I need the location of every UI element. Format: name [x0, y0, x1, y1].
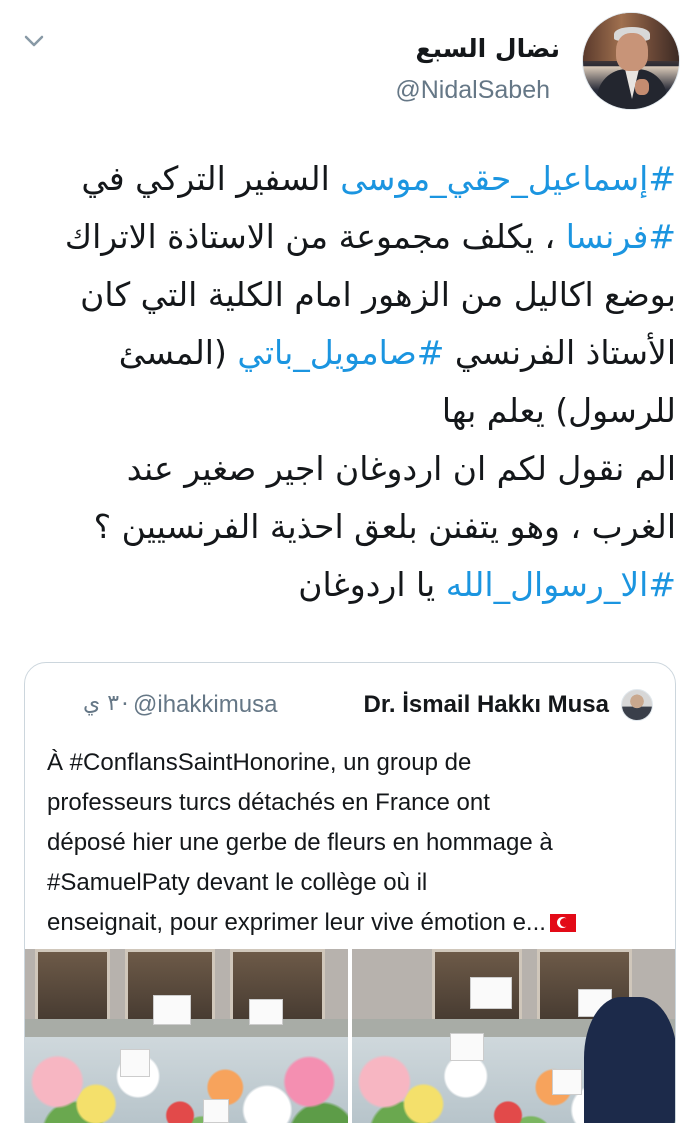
chevron-down-icon[interactable] — [24, 34, 44, 48]
tweet-text-segment: الم نقول لكم ان اردوغان اجير صغير عند — [126, 449, 676, 488]
tweet-text-line — [24, 208, 676, 266]
turkey-flag-icon — [550, 914, 576, 932]
media-photo-1[interactable] — [25, 949, 348, 1123]
quoted-tweet-media[interactable] — [25, 949, 676, 1123]
tweet-text-segment: الغرب ، وهو يتفنن بلعق احذية الفرنسيين ؟ — [93, 507, 676, 546]
author-avatar[interactable] — [582, 12, 680, 110]
quoted-text-line: professeurs turcs détachés en France ont — [47, 789, 490, 816]
quoted-author-handle[interactable]: @ihakkimusa — [133, 691, 278, 718]
quoted-text-line: enseignait, pour exprimer leur vive émotion e... — [47, 903, 667, 943]
tweet-text-line — [24, 382, 676, 440]
tweet-text-segment: بوضع اكاليل من الزهور امام الكلية التي كان — [80, 275, 676, 314]
tweet-text-line — [24, 266, 676, 324]
tweet-header — [0, 0, 700, 125]
tweet-text-line — [24, 150, 676, 208]
hashtag-link[interactable]: #إسماعيل_حقي_موسى — [340, 159, 676, 198]
quoted-author-avatar[interactable] — [621, 689, 653, 721]
tweet-text-line — [24, 556, 676, 614]
tweet-text-segment: السفير التركي في — [81, 159, 341, 198]
tweet-text-segment: للرسول) يعلم بها — [441, 391, 676, 430]
hashtag-link[interactable]: #صامويل_باتي — [237, 333, 445, 372]
quoted-text-line: déposé hier une gerbe de fleurs en hommage à — [47, 829, 553, 856]
quoted-text-line: #SamuelPaty devant le collège où il — [47, 869, 428, 896]
quoted-author-name[interactable]: Dr. İsmail Hakkı Musa — [363, 691, 609, 718]
tweet-text-segment: يا اردوغان — [298, 565, 446, 604]
tweet-text-line — [24, 498, 676, 556]
tweet-text-segment: (المسئ — [118, 333, 238, 372]
hashtag-link[interactable]: #الا_رسوال_الله — [445, 565, 676, 604]
quoted-tweet[interactable] — [24, 662, 676, 1123]
media-photo-2[interactable] — [352, 949, 676, 1123]
tweet-text — [24, 150, 676, 614]
tweet-text-line — [24, 440, 676, 498]
tweet-text-line — [24, 324, 676, 382]
quoted-tweet-header — [25, 689, 676, 723]
tweet-text-segment: ، يكلف مجموعة من الاستاذة الاتراك — [64, 217, 566, 256]
tweet-text-segment: الأستاذ الفرنسي — [444, 333, 676, 372]
quoted-tweet-text — [47, 743, 667, 943]
hashtag-link[interactable]: #فرنسا — [565, 217, 676, 256]
quoted-tweet-date: ٣٠ ي — [83, 691, 131, 716]
author-name[interactable]: نضال السبع — [415, 34, 560, 63]
author-handle[interactable]: @NidalSabeh — [395, 76, 550, 104]
quoted-text-line: À #ConflansSaintHonorine, un group de — [47, 749, 472, 776]
